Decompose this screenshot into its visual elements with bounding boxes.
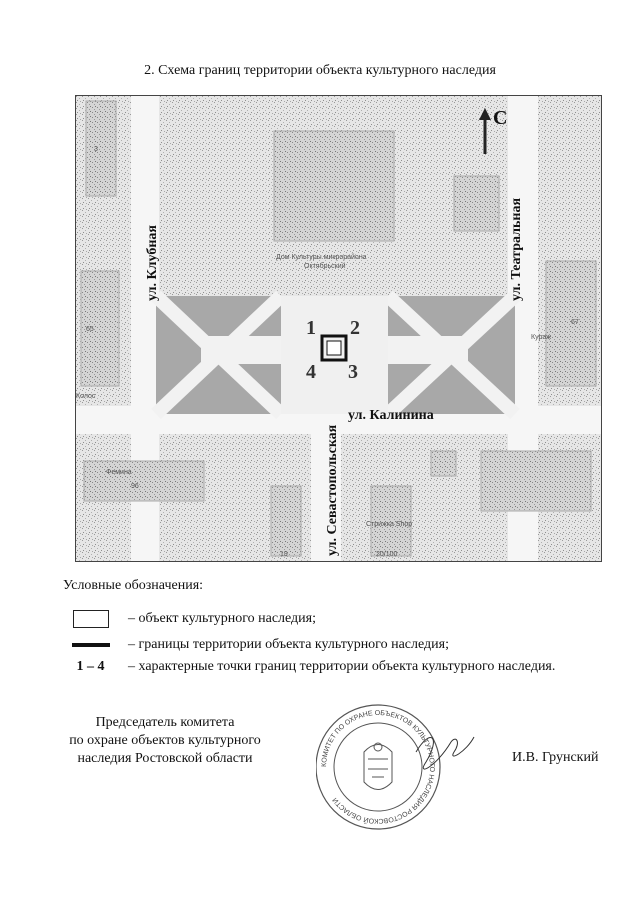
street-klubnaya-label: ул. Клубная xyxy=(145,225,160,301)
label-dk-2: Октябрьский xyxy=(304,263,346,270)
signer-title-line-1: Председатель комитета xyxy=(95,715,235,730)
street-teatralnaya-label: ул. Театральная xyxy=(509,197,524,301)
building-small xyxy=(431,451,456,476)
house-number-65: 65 xyxy=(86,326,94,333)
park-west xyxy=(156,296,281,414)
label-kolos: Колос xyxy=(76,393,96,400)
legend-text-points: – характерные точки границ территории объекта культурного наследия. xyxy=(128,659,556,674)
point-3: 3 xyxy=(348,361,358,383)
point-1: 1 xyxy=(306,317,316,339)
signer-name: И.В. Грунский xyxy=(512,750,599,765)
legend-box-symbol xyxy=(73,610,109,628)
legend-item-points xyxy=(63,659,555,675)
building-se xyxy=(481,451,591,511)
signer-title-line-3: наследия Ростовской области xyxy=(77,751,253,766)
building-96 xyxy=(84,461,204,501)
document-title: 2. Схема границ территории объекта культурного наследия xyxy=(144,63,496,78)
boundary-map xyxy=(75,95,602,562)
official-seal-icon xyxy=(316,697,476,837)
legend-title: Условные обозначения: xyxy=(63,578,204,593)
north-label: С xyxy=(493,107,508,129)
street-sevastopolskaya-label: ул. Севастопольская xyxy=(325,424,340,556)
svg-text:КОМИТЕТ ПО ОХРАНЕ ОБЪЕКТОВ КУЛ xyxy=(321,710,435,825)
label-dk: Дом Культуры микрорайона xyxy=(276,254,367,261)
point-4: 4 xyxy=(306,361,316,383)
legend-points-symbol: 1 – 4 xyxy=(76,659,105,674)
signer-title-line-2: по охране объектов культурного xyxy=(69,733,261,748)
house-number-67: 67 xyxy=(571,319,579,326)
house-number-96: 96 xyxy=(131,483,139,490)
legend-item-boundary xyxy=(63,637,449,653)
label-strizhka: Стрижка Shop xyxy=(366,521,413,528)
house-number-3: 3 xyxy=(94,146,98,153)
building-dk xyxy=(274,131,394,241)
legend-text-object: – объект культурного наследия; xyxy=(128,611,316,626)
building-19 xyxy=(271,486,301,556)
seal-text: КОМИТЕТ ПО ОХРАНЕ ОБЪЕКТОВ КУЛЬТУРНОГО НАСЛЕДИЯ РОСТОВСКОЙ ОБЛАСТИ xyxy=(320,709,436,825)
street-kalinina-label: ул. Калинина xyxy=(348,408,434,423)
park-east xyxy=(388,296,515,414)
legend-item-object xyxy=(63,610,316,628)
building-3 xyxy=(86,101,116,196)
legend-text-boundary: – границы территории объекта культурного наследия; xyxy=(128,637,449,652)
map-canvas xyxy=(76,96,601,561)
heritage-object xyxy=(327,341,341,355)
building-cafe xyxy=(454,176,499,231)
label-femina: Фемина xyxy=(106,469,132,476)
signer-title xyxy=(55,714,275,768)
legend-line-symbol xyxy=(72,643,110,647)
point-2: 2 xyxy=(350,317,360,339)
house-number-19: 19 xyxy=(280,551,288,558)
label-kurazh: Кураж xyxy=(531,334,551,341)
house-number-20: 20/100 xyxy=(376,551,398,558)
